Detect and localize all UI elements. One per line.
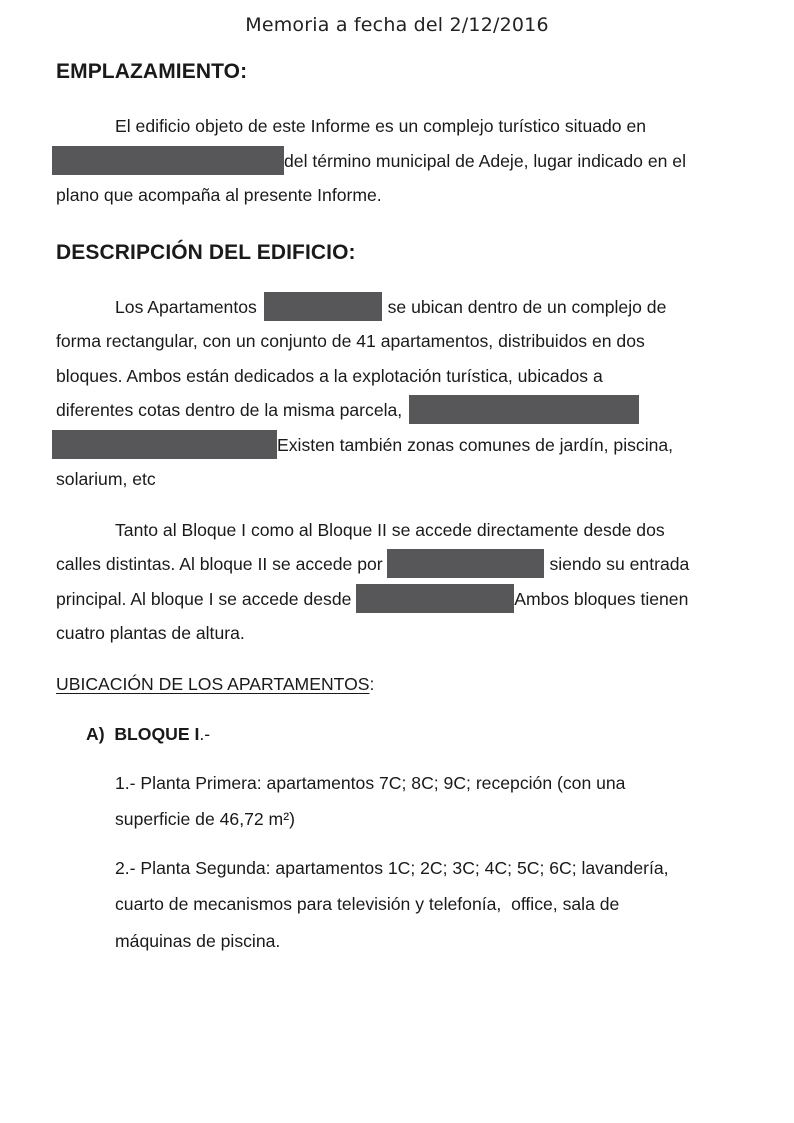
text-fragment: diferentes cotas dentro de la misma parcela, bbox=[56, 400, 403, 420]
paragraph-descripcion-2 bbox=[56, 513, 761, 651]
paragraph-descripcion-1 bbox=[56, 290, 761, 497]
list-item bbox=[115, 850, 761, 960]
redaction-block bbox=[52, 146, 284, 175]
text-fragment: se ubican dentro de un complejo de bbox=[387, 296, 667, 317]
text-line: solarium, etc bbox=[56, 469, 156, 489]
text-line: cuarto de mecanismos para televisión y telefonía, office, sala de bbox=[115, 894, 620, 914]
text-line: 1.- Planta Primera: apartamentos 7C; 8C; 9C; recepción (con una bbox=[115, 772, 626, 793]
text-line bbox=[56, 144, 761, 179]
heading-colon: : bbox=[369, 673, 375, 694]
text-line bbox=[56, 582, 761, 617]
bloque-label: A) BLOQUE I bbox=[86, 723, 200, 744]
bloque-suffix: .- bbox=[199, 723, 211, 744]
text-line bbox=[56, 547, 761, 582]
text-fragment: principal. Al bloque I se accede desde bbox=[56, 588, 352, 609]
text-line: bloques. Ambos están dedicados a la explotación turística, ubicados a bbox=[56, 365, 603, 386]
text-fragment: Ambos bloques tienen bbox=[514, 588, 689, 609]
text-fragment: del término municipal de Adeje, lugar indicado en el bbox=[284, 150, 686, 171]
text-line: plano que acompaña al presente Informe. bbox=[56, 185, 382, 205]
page-header-date: Memoria a fecha del 2/12/2016 bbox=[245, 14, 549, 36]
redaction-block bbox=[264, 292, 382, 321]
text-line bbox=[56, 290, 761, 325]
redaction-block bbox=[356, 584, 514, 613]
section-title-descripcion: DESCRIPCIÓN DEL EDIFICIO: bbox=[56, 240, 356, 264]
list-item bbox=[115, 765, 761, 838]
text-line bbox=[56, 393, 761, 428]
underlined-heading: UBICACIÓN DE LOS APARTAMENTOS bbox=[56, 673, 370, 694]
text-fragment: calles distintas. Al bloque II se accede por bbox=[56, 554, 383, 574]
text-line: superficie de 46,72 m²) bbox=[115, 809, 295, 829]
text-fragment: Los Apartamentos bbox=[115, 296, 257, 317]
text-fragment: siendo su entrada bbox=[549, 554, 690, 574]
text-line: máquinas de piscina. bbox=[115, 930, 281, 951]
paragraph-emplazamiento bbox=[56, 109, 761, 213]
text-line: El edificio objeto de este Informe es un complejo turístico situado en bbox=[115, 116, 647, 136]
text-fragment: Existen también zonas comunes de jardín, piscina, bbox=[277, 434, 674, 455]
redaction-block bbox=[52, 430, 277, 459]
redaction-block bbox=[387, 549, 544, 578]
section-title-emplazamiento: EMPLAZAMIENTO: bbox=[56, 60, 248, 83]
redaction-block bbox=[409, 395, 639, 424]
subsection-bloque-i bbox=[86, 717, 761, 751]
section-title-ubicacion bbox=[56, 667, 761, 701]
text-line: forma rectangular, con un conjunto de 41 apartamentos, distribuidos en dos bbox=[56, 331, 645, 351]
text-line: 2.- Planta Segunda: apartamentos 1C; 2C; 3C; 4C; 5C; 6C; lavandería, bbox=[115, 857, 669, 878]
text-line: Tanto al Bloque I como al Bloque II se accede directamente desde dos bbox=[115, 519, 665, 540]
text-line: cuatro plantas de altura. bbox=[56, 623, 245, 643]
document-page bbox=[56, 56, 761, 959]
text-line bbox=[56, 428, 761, 463]
